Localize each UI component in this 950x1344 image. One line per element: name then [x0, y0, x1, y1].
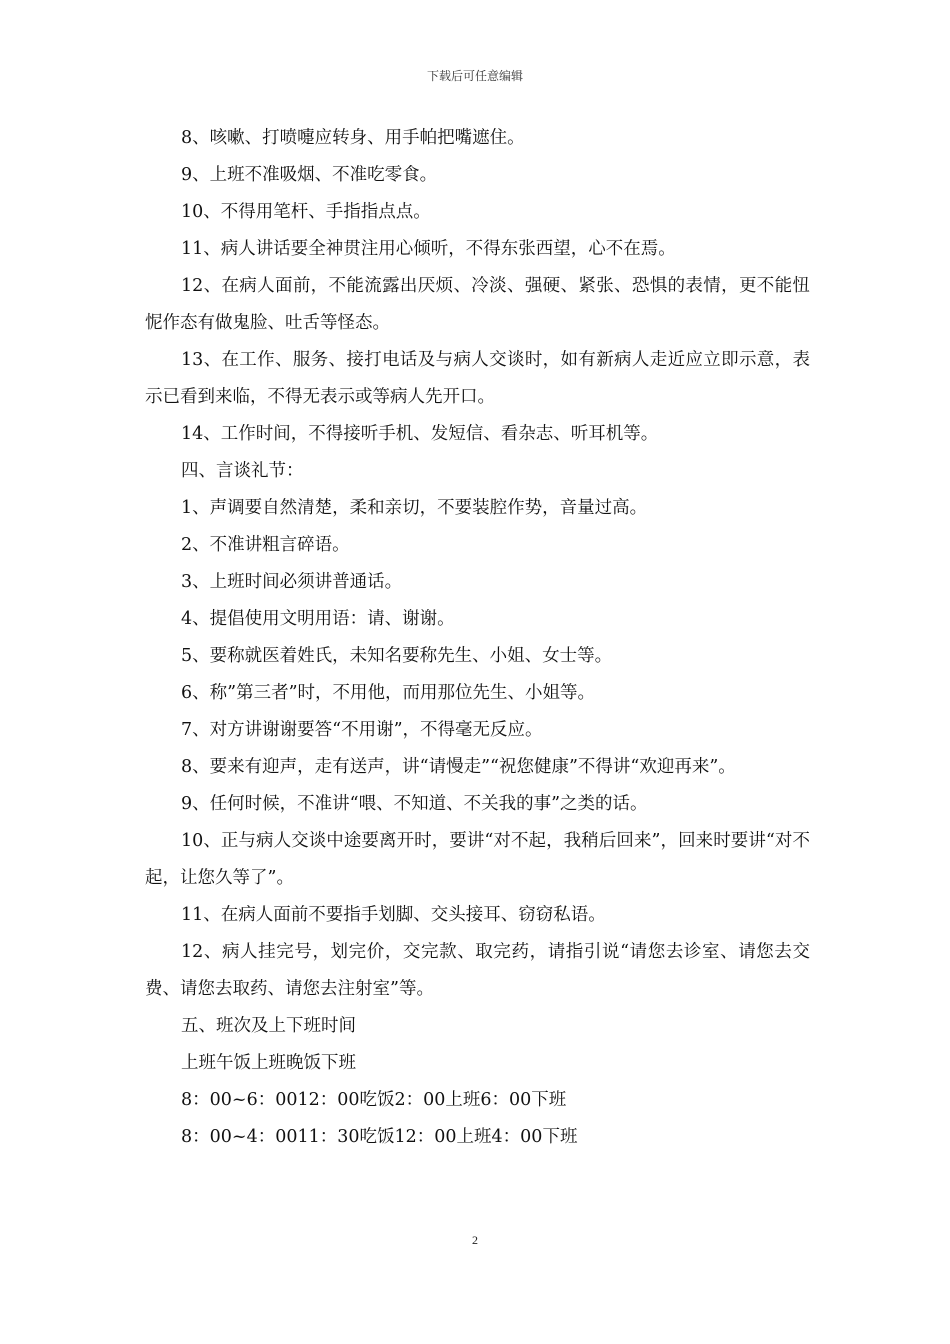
- paragraph: 12、病人挂完号，划完价，交完款、取完药，请指引说“请您去诊室、请您去交费、请您去取药、请您去注射室”等。: [145, 942, 810, 999]
- paragraph: 3、上班时间必须讲普通话。: [181, 572, 403, 592]
- paragraph: 4、提倡使用文明用语：请、谢谢。: [181, 609, 455, 629]
- paragraph: 13、在工作、服务、接打电话及与病人交谈时，如有新病人走近应立即示意，表示已看到来临，不得无表示或等病人先开口。: [145, 350, 810, 407]
- paragraph: 12、在病人面前，不能流露出厌烦、冷淡、强硬、紧张、恐惧的表情，更不能忸怩作态有做鬼脸、吐舌等怪态。: [145, 276, 810, 333]
- paragraph: 8、要来有迎声，走有送声，讲“请慢走”“祝您健康”不得讲“欢迎再来”。: [181, 757, 736, 777]
- paragraph: 9、任何时候，不准讲“喂、不知道、不关我的事”之类的话。: [181, 794, 648, 814]
- paragraph: 11、病人讲话要全神贯注用心倾听，不得东张西望，心不在焉。: [181, 239, 676, 259]
- document-body: [145, 120, 810, 1156]
- paragraph: 2、不准讲粗言碎语。: [181, 535, 350, 555]
- paragraph: 5、要称就医着姓氏，未知名要称先生、小姐、女士等。: [181, 646, 613, 666]
- paragraph: 1、声调要自然清楚，柔和亲切，不要装腔作势，音量过高。: [181, 498, 648, 518]
- paragraph: 8、咳嗽、打喷嚏应转身、用手帕把嘴遮住。: [181, 128, 525, 148]
- section-heading: 五、班次及上下班时间: [181, 1016, 356, 1036]
- schedule-row: 8：00~6：0012：00吃饭2：00上班6：00下班: [181, 1090, 567, 1110]
- paragraph: 10、不得用笔杆、手指指点点。: [181, 202, 431, 222]
- schedule-row: 8：00~4：0011：30吃饭12：00上班4：00下班: [181, 1127, 578, 1147]
- page-header: 下载后可任意编辑: [426, 69, 523, 83]
- schedule-header: 上班午饭上班晚饭下班: [181, 1053, 356, 1073]
- section-heading: 四、言谈礼节：: [181, 461, 304, 481]
- paragraph: 11、在病人面前不要指手划脚、交头接耳、窃窃私语。: [181, 905, 606, 925]
- paragraph: 9、上班不准吸烟、不准吃零食。: [181, 165, 438, 185]
- paragraph: 14、工作时间，不得接听手机、发短信、看杂志、听耳机等。: [181, 424, 659, 444]
- paragraph: 6、称”第三者”时，不用他，而用那位先生、小姐等。: [181, 683, 596, 703]
- paragraph: 10、正与病人交谈中途要离开时，要讲“对不起，我稍后回来”，回来时要讲“对不起，让您久等了”。: [145, 831, 810, 888]
- paragraph: 7、对方讲谢谢要答“不用谢”，不得毫无反应。: [181, 720, 543, 740]
- page-number: 2: [472, 1233, 478, 1247]
